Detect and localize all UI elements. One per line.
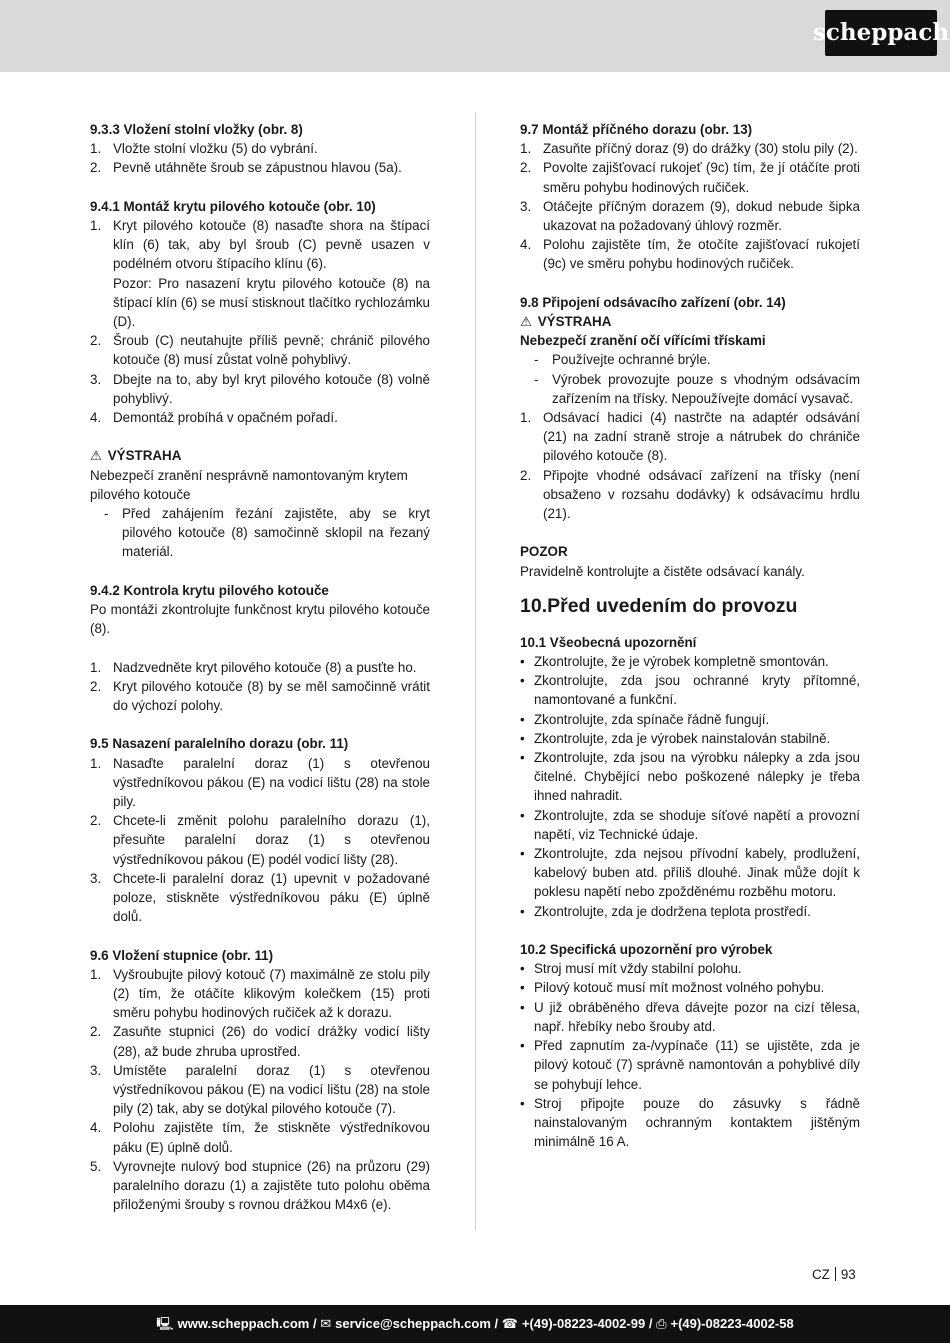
section-9-5 [90, 734, 430, 926]
bullet-item: • Zkontrolujte, zda jsou na výrobku nálepky a zda jsou čitelné. Chybějící nebo poškozené nálepky je třeba ihned nahradit. [520, 750, 860, 804]
step-note: Pozor: Pro nasazení krytu pilového kotouče (8) na štípací klín (6) se musí stisknout tlačítko rychlozámku (D). [113, 275, 430, 330]
section-10-1 [520, 633, 860, 921]
mail-icon: ✉ [320, 1316, 332, 1332]
step-item: 1. Nadzvedněte kryt pilového kotouče (8) a pusťte ho. [90, 659, 417, 675]
section-9-3-3 [90, 120, 430, 178]
step-item: 1. Kryt pilového kotouče (8) nasaďte shora na štípací klín (6) tak, aby byl šroub (C) pevně usazen v podélném otvoru štípacího klínu (6). Pozor: Pro nasazení krytu pilového kotouče (8) na štípací klín (6) se musí stisknout tlačítko rychlozámku (D). [90, 216, 430, 331]
section-9-7 [520, 120, 860, 274]
monitor-icon: 🖳 [156, 1316, 174, 1332]
warning-triangle-icon: ⚠ [90, 448, 103, 464]
brand-logo: scheppach [825, 10, 937, 56]
pozor-title: POZOR [520, 544, 568, 560]
warning-triangle-icon: ⚠ [520, 314, 533, 330]
step-item: 2. Zasuňte stupnici (26) do vodicí drážky vodicí lišty (28), až bude zhruba uprostřed. [90, 1024, 430, 1059]
step-item: 2. Chcete-li změnit polohu paralelního dorazu (1), přesuňte paralelní doraz (1) s otevřenou výstředníkovou pákou (E) podél vodicí lišty (28). [90, 813, 430, 867]
footer-website[interactable]: www.scheppach.com [177, 1316, 310, 1332]
dash-item: - Před zahájením řezání zajistěte, aby se kryt pilového kotouče (8) samočinně sklopil na řezaný materiál. [104, 506, 430, 560]
step-item: 4. Demontáž probíhá v opačném pořadí. [90, 410, 338, 426]
step-item: 1. Zasuňte příčný doraz (9) do drážky (30) stolu pily (2). [520, 141, 858, 157]
section-title: 9.6 Vložení stupnice (obr. 11) [90, 947, 274, 963]
step-item: 3. Dbejte na to, aby byl kryt pilového kotouče (8) volně pohyblivý. [90, 371, 430, 406]
fax-icon: ⎙ [656, 1316, 667, 1332]
bullet-item: • Pilový kotouč musí mít možnost volného pohybu. [520, 980, 825, 996]
step-item: 4. Polohu zajistěte tím, že stiskněte výstředníkovou páku (E) úplně dolů. [90, 1120, 430, 1155]
section-9-8 [520, 293, 860, 523]
footer-phone: +(49)-08223-4002-99 [521, 1316, 646, 1332]
section-title: 10.2 Specifická upozornění pro výrobek [520, 942, 773, 958]
bullet-item: • Zkontrolujte, že je výrobek kompletně smontován. [520, 654, 829, 670]
bullet-item: • Před zapnutím za-/vypínače (11) se ujistěte, zda je pilový kotouč (7) správně namontován a pohyblivé díly se pohybují lehce. [520, 1038, 860, 1092]
step-item: 2. Šroub (C) neutahujte příliš pevně; chránič pilového kotouče (8) musí zůstat volně pohyblivý. [90, 333, 430, 368]
bullet-item: • Zkontrolujte, zda je výrobek nainstalován stabilně. [520, 730, 831, 746]
step-item: 3. Umístěte paralelní doraz (1) s otevřenou výstředníkovou pákou (E) na vodicí lištu (28) na stole pily (2) tak, aby se dotýkal pilového kotouče (7). [90, 1062, 430, 1117]
step-item: 3. Chcete-li paralelní doraz (1) upevnit v požadované poloze, stiskněte výstředníkovou páku (E) úplně dolů. [90, 870, 430, 925]
warning-block [90, 446, 430, 561]
section-title: 9.3.3 Vložení stolní vložky (obr. 8) [90, 122, 303, 137]
section-title: 9.5 Nasazení paralelního dorazu (obr. 11) [90, 736, 349, 752]
step-item: 4. Polohu zajistěte tím, že otočíte zajišťovací rukojetí (9c) ve směru pohybu hodinových ručiček. [520, 237, 860, 272]
section-title: 10.1 Všeobecná upozornění [520, 634, 697, 650]
warning-subtitle: Nebezpečí zranění očí vířícími třískami [520, 333, 766, 349]
section-title: 9.4.1 Montáž krytu pilového kotouče (obr. 10) [90, 198, 376, 214]
page-number: CZ 93 [812, 1267, 856, 1282]
step-item: 2. Připojte vhodné odsávací zařízení na třísky (není obsaženo v rozsahu dodávky) k odsávacímu hrdlu (21). [520, 467, 860, 522]
section-title: 9.8 Připojení odsávacího zařízení (obr. 14) [520, 294, 786, 310]
step-item: 3. Otáčejte příčným dorazem (9), dokud nebude šipka ukazovat na požadovaný úhlový rozměr. [520, 198, 860, 234]
section-9-4-2 [90, 581, 430, 715]
pozor-text: Pravidelně kontrolujte a čistěte odsávací kanály. [520, 563, 805, 579]
warning-title: ⚠ VÝSTRAHA [90, 446, 430, 465]
section-9-6 [90, 946, 430, 1215]
warning-title: ⚠ VÝSTRAHA [520, 312, 860, 331]
bullet-item: • Zkontrolujte, zda nejsou přívodní kabely, prodlužení, kabelový buben atd. příliš dlouhé. Jinak může dojít k poklesu napětí nebo zpožděnému rozběhu motoru. [520, 846, 860, 900]
pozor-note [520, 542, 860, 580]
step-item: 2. Kryt pilového kotouče (8) by se měl samočinně vrátit do výchozí polohy. [90, 678, 430, 714]
bullet-item: • Zkontrolujte, zda jsou ochranné kryty přítomné, namontované a funkční. [520, 673, 860, 708]
chapter-title: 10.Před uvedením do provozu [520, 594, 798, 617]
step-item: 1. Vložte stolní vložku (5) do vybrání. [90, 141, 318, 157]
column-divider [475, 112, 476, 1230]
header-band [0, 0, 950, 72]
bullet-item: • Zkontrolujte, zda je dodržena teplota prostředí. [520, 903, 811, 919]
step-item: 1. Vyšroubujte pilový kotouč (7) maximálně ze stolu pily (2) tím, že otáčíte klikovým kolečkem (15) proti směru pohybu hodinových ručiček až k dorazu. [90, 966, 430, 1021]
right-column [520, 120, 860, 1151]
left-column [90, 120, 430, 1214]
bullet-item: • U již obráběného dřeva dávejte pozor na cizí tělesa, např. hřebíky nebo šrouby atd. [520, 999, 860, 1034]
section-title: 9.7 Montáž příčného dorazu (obr. 13) [520, 122, 753, 137]
section-title: 9.4.2 Kontrola krytu pilového kotouče [90, 582, 329, 598]
step-item: 5. Vyrovnejte nulový bod stupnice (26) na průzoru (29) paralelního dorazu (1) a zajistěte tuto polohu oběma přiloženými šrouby s rovnou drážkou M4x6 (e). [90, 1158, 430, 1213]
section-10-2 [520, 940, 860, 1151]
bullet-item: • Zkontrolujte, zda se shoduje síťové napětí a provozní napětí, viz Technické údaje. [520, 807, 860, 842]
step-item: 2. Povolte zajišťovací rukojeť (9c) tím, že jí otáčíte proti směru pohybu hodinových ručiček. [520, 160, 860, 195]
dash-item: - Výrobek provozujte pouze s vhodným odsávacím zařízením na třísky. Nepoužívejte domácí vysavač. [534, 371, 860, 406]
step-item: 1. Nasaďte paralelní doraz (1) s otevřenou výstředníkovou pákou (E) na vodicí lištu (28) na stole pily. [90, 755, 430, 810]
footer-email[interactable]: service@scheppach.com [335, 1316, 491, 1332]
section-9-4-1 [90, 197, 430, 427]
phone-icon: ☎ [501, 1316, 518, 1332]
bullet-item: • Zkontrolujte, zda spínače řádně fungují. [520, 711, 770, 727]
section-intro: Po montáži zkontrolujte funkčnost krytu pilového kotouče (8). [90, 602, 430, 637]
bullet-item: • Stroj musí mít vždy stabilní polohu. [520, 961, 742, 977]
footer-fax: +(49)-08223-4002-58 [670, 1316, 794, 1332]
dash-item: - Používejte ochranné brýle. [534, 352, 711, 368]
step-item: 1. Odsávací hadici (4) nastrčte na adaptér odsávání (21) na zadní straně stroje a nátrubek do chrániče pilového kotouče (8). [520, 410, 860, 464]
step-item: 2. Pevně utáhněte šroub se zápustnou hlavou (5a). [90, 160, 402, 176]
warning-text: Nebezpečí zranění nesprávně namontovaným krytem pilového kotouče [90, 467, 408, 502]
footer-band: 🖳 www.scheppach.com / ✉ service@scheppach.com / ☎ +(49)-08223-4002-99 / ⎙ +(49)-08223-4002-58 [0, 1305, 950, 1343]
bullet-item: • Stroj připojte pouze do zásuvky s řádně nainstalovaným ochranným kontaktem jištěným minimálně 16 A. [520, 1095, 860, 1150]
